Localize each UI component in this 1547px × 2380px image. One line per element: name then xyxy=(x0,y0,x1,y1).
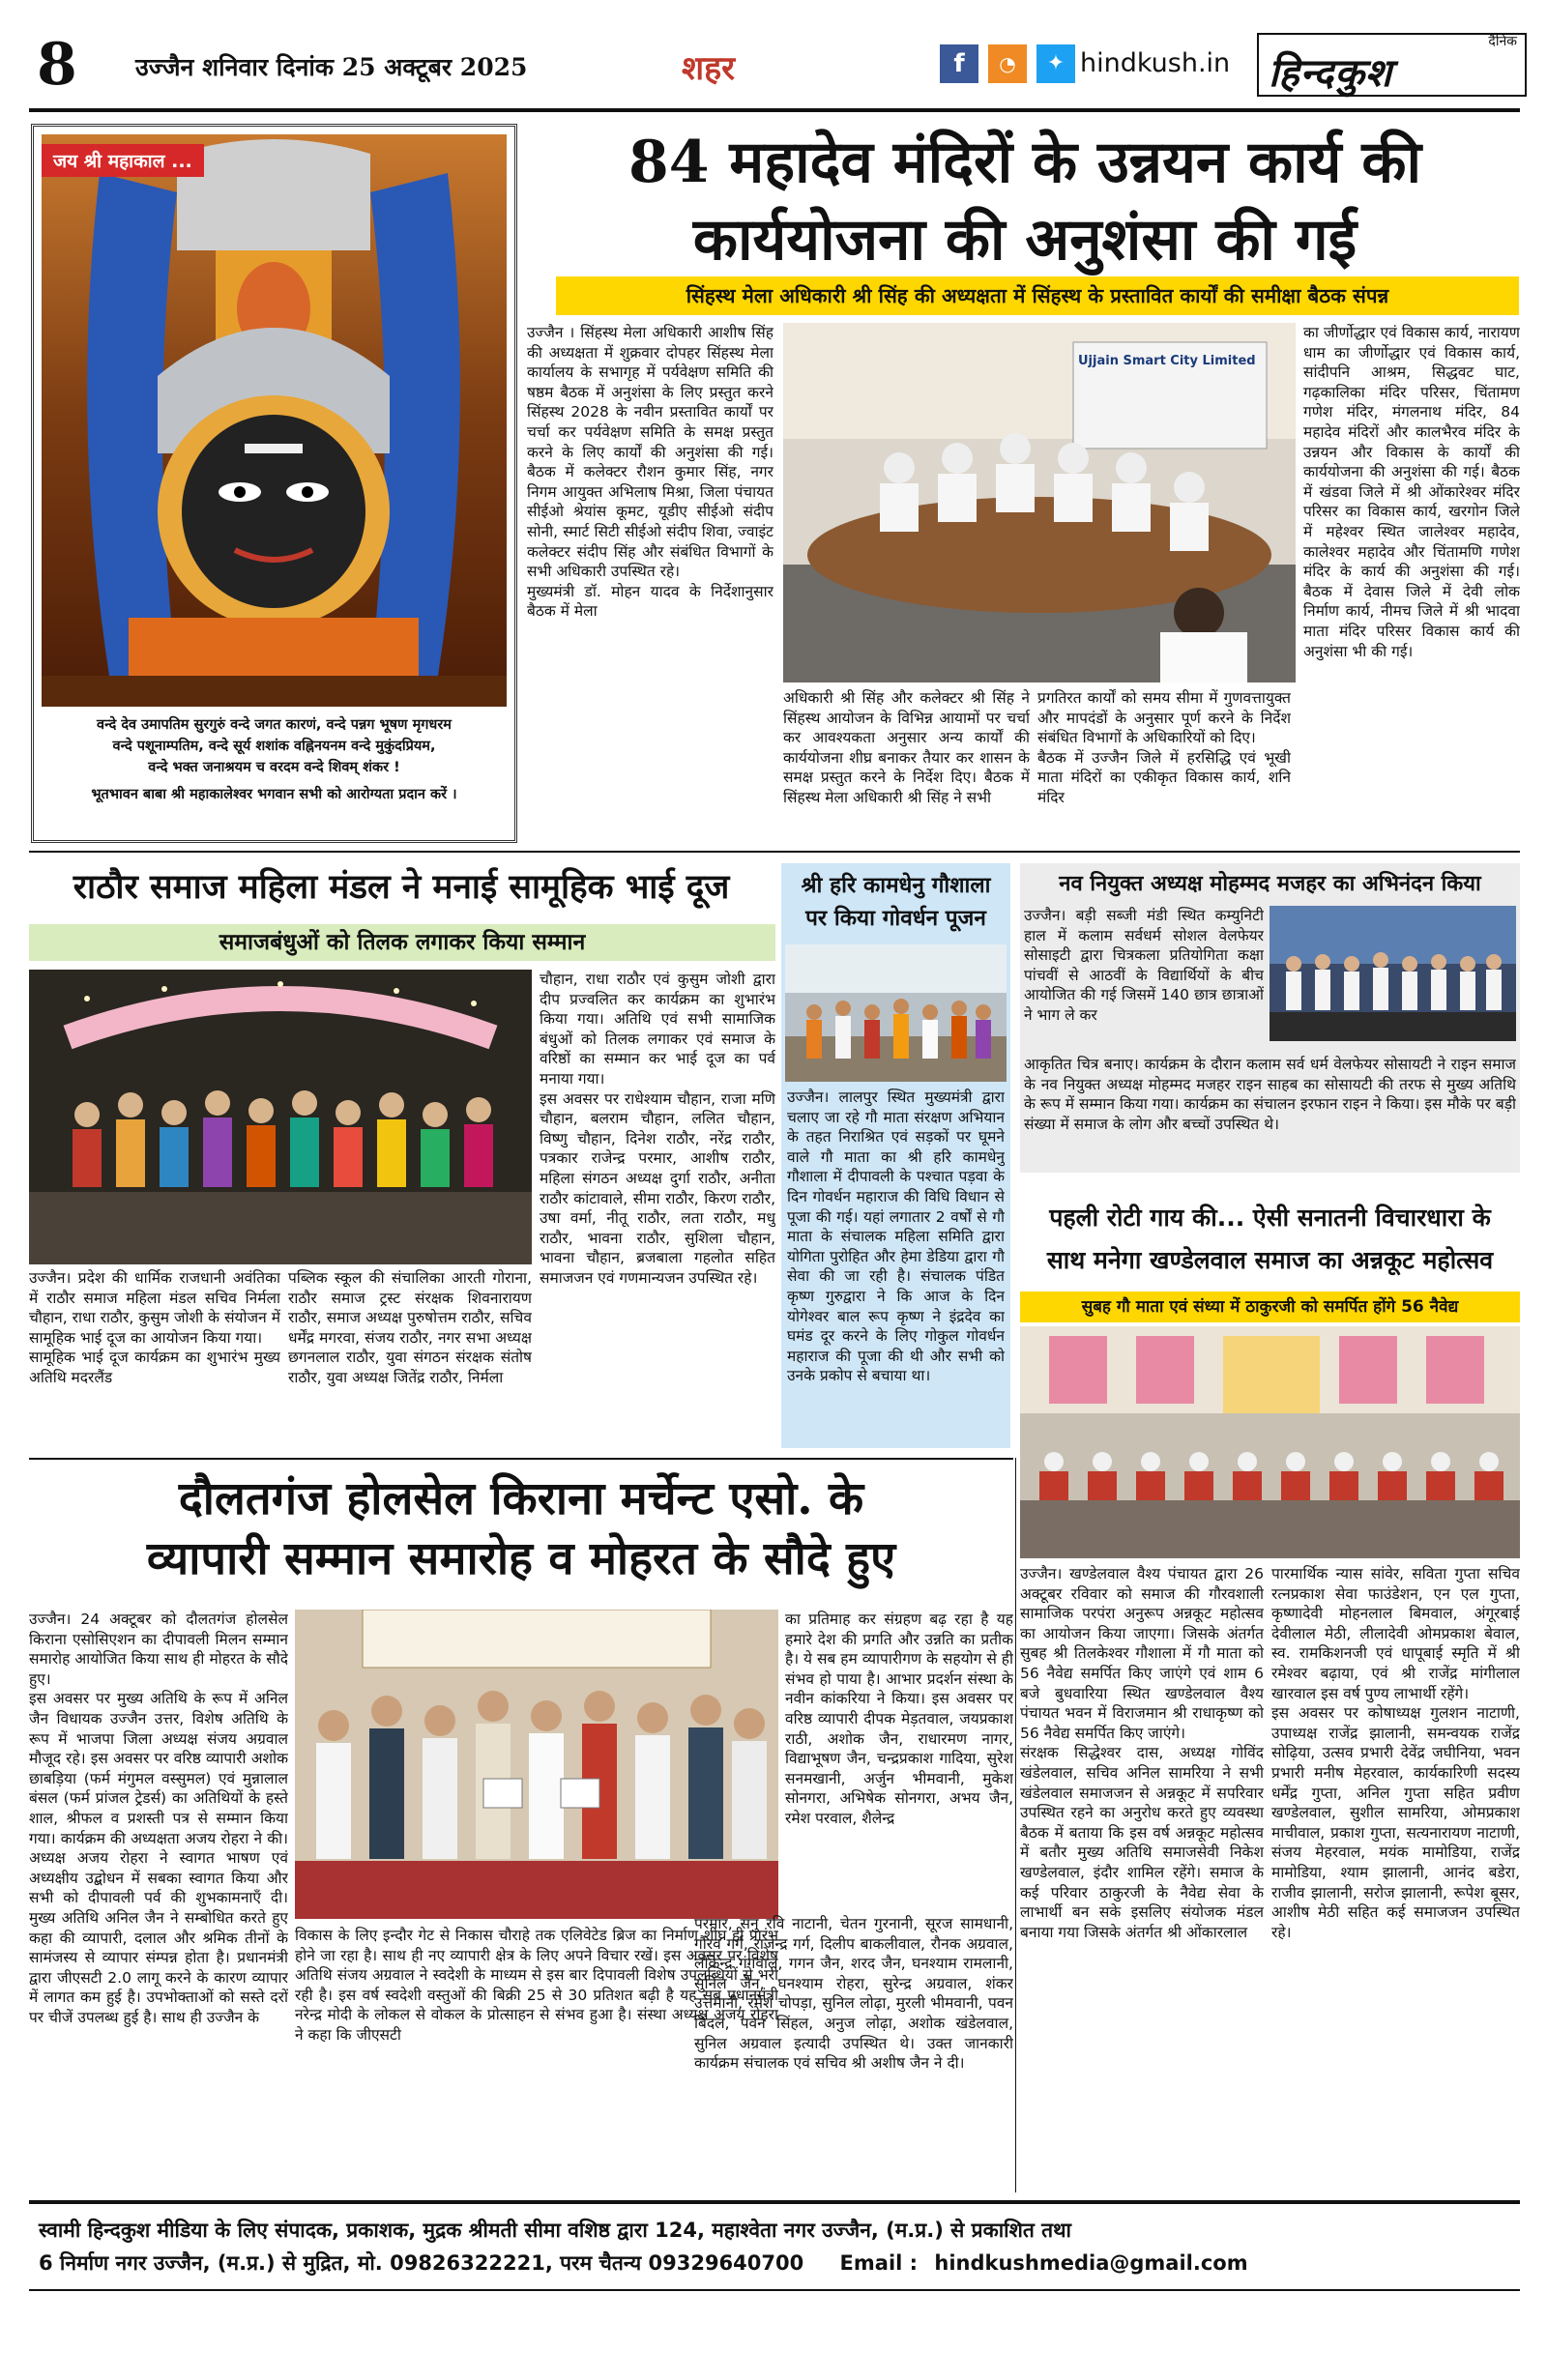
story2-headline: राठौर समाज महिला मंडल ने मनाई सामूहिक भाई दूज xyxy=(73,867,730,907)
divider xyxy=(29,1458,1013,1460)
smart-city-banner: Ujjain Smart City Limited xyxy=(1078,354,1256,368)
masthead-name: हिन्दकुश xyxy=(1269,50,1393,96)
story4-photo xyxy=(1270,906,1516,1041)
footer-rule xyxy=(29,2200,1520,2204)
story6-headline-line2: व्यापारी सम्मान समारोह व मोहरत के सौदे हुए xyxy=(146,1532,896,1585)
story1-headline-line2: कार्ययोजना की अनुशंसा की गई xyxy=(692,206,1357,274)
story2-subhead: समाजबंधुओं को तिलक लगाकर किया सम्मान xyxy=(29,924,775,961)
header-rule xyxy=(29,108,1520,112)
story4-col-top: उज्जैन। बड़ी सब्जी मंडी स्थित कम्युनिटी हाल में कलाम सर्वधर्म सोशल वेलफेयर सोसाइटी द्वारा चित्रकला प्रतियोगिता कक्षा पांचवीं से आठवीं के विद्यार्थियों के बीच आयोजित की गई जिसमें 140 छात्र छात्राओं ने भाग ले कर xyxy=(1024,907,1264,1024)
imprint-line1: स्वामी हिन्दकुश मीडिया के लिए संपादक, प्रकाशक, मुद्रक श्रीमती सीमा वशिष्ठ द्वारा 124, महाश्वेता नगर उज्जैन, (म.प्र.) से प्रकाशित तथा xyxy=(39,2219,1071,2242)
story3-headline-line1: श्री हरि कामधेनु गौशाला xyxy=(801,873,991,898)
story5-subhead: सुबह गौ माता एवं संध्या में ठाकुरजी को समर्पित होंगे 56 नैवेद्य xyxy=(1020,1292,1520,1322)
verse-line: वन्दे पशूनाम्पतिम, वन्दे सूर्य शशांक वह्निनयनम वन्दे मुकुंदप्रियम, xyxy=(112,739,436,754)
mahakal-verse xyxy=(42,714,507,805)
story5-headline xyxy=(1020,1197,1520,1282)
story5-photo xyxy=(1020,1326,1520,1558)
mahakal-label: जय श्री महाकाल ... xyxy=(42,144,204,177)
story6-col1: उज्जैन। 24 अक्टूबर को दौलतगंज होलसेल किराना एसोसिएशन का दीपावली मिलन सम्मान समारोह आयोजित किया साथ ही मोहरत के सौदे हुए। इस अवसर पर मुख्य अतिथि के रूप में अनिल जैन विधायक उज्जैन उत्तर, विशेष अतिथि के रूप में भाजपा जिला अध्यक्ष संजय अग्रवाल मौजूद रहे। इस अवसर पर वरिष्ठ व्यापारी अशोक छाबड़िया (फर्म मंगुमल वस्सुमल) एवं मुन्नालाल बंसल (फर्म प्रांजल ट्रेडर्स) का अतिथियों के हस्ते शाल, श्रीफल व प्रशस्ती पत्र से सम्मान किया गया। कार्यक्रम की अध्यक्षता अजय रोहरा ने की। अध्यक्ष अजय रोहरा ने स्वागत भाषण एवं अध्यक्षीय उद्बोधन में सबका स्वागत किया और सभी को दीपावली पर्व की शुभकामनाएँ दी। मुख्य अतिथि अनिल जैन ने सम्बोधित करते हुए कहा की व्यापारी, दलाल और श्रमिक तीनों के सामंजस्य से व्यापार संम्पन्न होता है। प्रधानमंत्री द्वारा जीएसटी 2.0 लागू करने के कारण व्यापार में लागत कम हुई है। उपभोक्ताओं को सस्ते दरों पर चीजें उपलब्ध हुई है। साथ ही उज्जैन के xyxy=(29,1611,288,2026)
page-number: 8 xyxy=(37,31,77,99)
story1-meeting-photo xyxy=(783,323,1296,682)
imprint-line2: 6 निर्माण नगर उज्जैन, (म.प्र.) से मुद्रित, मो. 09826322221, परम चैतन्य 09329640700 xyxy=(39,2251,804,2275)
email-label: Email : xyxy=(839,2251,919,2275)
story5-col2: पारमार्थिक न्यास सांवेर, सविता गुप्ता सचिव रत्नप्रकाश सेवा फाउंडेशन, एन एल गुप्ता, कृष्णादेवी मोहनलाल बिमवाल, अंगूरबाई देवीलाल मेठी, लीलादेवी ओमप्रकाश बेवाल, स्व. रामकिशनजी एवं धापूबाई स्मृति में श्री रमेश्वर बढ़ाया, एवं श्री राजेंद्र मांगीलाल खारवाल इस वर्ष पुण्य लाभार्थी रहेंगे। इस अवसर पर कोषाध्यक्ष गुलशन नाटाणी, उपाध्यक्ष राजेंद्र झालानी, समन्वयक राजेंद्र सोढ़िया, उत्सव प्रभारी देवेंद्र जघीनिया, भवन प्रभारी मनीष मेहरवाल, कार्यकारिणी सदस्य धर्मेंद्र गुप्ता, अनिल गुप्ता सहित प्रवीण खण्डेलवाल, सुशील सामरिया, ओमप्रकाश माचीवाल, प्रकाश गुप्ता, सत्यनारायण नाटाणी, संजय मेहरवाल, मयंक मामोडिया, राजेंद्र मामोडिया, श्याम झालानी, आनंद बडेरा, राजीव झालानी, सरोज झालानी, रूपेश बूसर, आशीष मेठी सहित कई समाजजन उपस्थित रहे। xyxy=(1271,1565,1520,1941)
story6-col2: विकास के लिए इन्दौर गेट से निकास चौराहे तक एलिवेटेड ब्रिज का निर्माण शीघ्र ही प्रारंभ होने जा रहा है। साथ ही नए व्यापारी क्षेत्र के लिए अपने विचार रखें। इस अवसर पर विशेष अतिथि संजय अग्रवाल ने स्वदेशी के माध्यम से इस बार दिपावली विशेष उपलब्धियों से भरी रही है। इस वर्ष स्वदेशी वस्तुओं की बिक्री 25 से 30 प्रतिशत बढ़ी है यह सब प्रधानमंत्री नरेन्द्र मोदी के लोकल से वोकल के प्रोत्साहन से संभव हुआ है। संस्था अध्यक्ष अजय रोहरा ने कहा कि जीएसटी xyxy=(295,1927,778,2044)
story2-col-a: उज्जैन। प्रदेश की धार्मिक राजधानी अवंतिका में राठौर समाज महिला मंडल सचिव निर्मला चौहान, राधा राठौर, कुसुम जोशी के संयोजन में सामूहिक भाई दूज का आयोजन किया गया। सामूहिक भाई दूज कार्यक्रम का शुभारंभ मुख्य अतिथि मदरलैंड xyxy=(29,1269,280,1386)
story1-col3: प्रगतिरत कार्यों को समय सीमा में गुणवत्तायुक्त और मापदंडों के अनुसार पूर्ण करने के निर्देश संबंधित विभागों के अधिकारियों को दिए। बैठक में उज्जैन जिले में हरसिद्धि एवं भूखी माता मंदिरों का एकीकृत विकास कार्य, शनि मंदिर xyxy=(1037,689,1291,806)
dateline: उज्जैन शनिवार दिनांक 25 अक्टूबर 2025 xyxy=(135,53,528,81)
footer-bottom-rule xyxy=(29,2289,1520,2291)
email-link[interactable]: hindkushmedia@gmail.com xyxy=(934,2251,1248,2275)
story2-col-c: चौहान, राधा राठौर एवं कुसुम जोशी द्वारा दीप प्रज्वलित कर कार्यक्रम का शुभारंभ किया गया। अतिथि एवं सभी सामाजिक बंधुओं को तिलक लगाकर एवं समाज के वरिष्ठों का सम्मान कर भाई दूज का पर्व मनाया गया। इस अवसर पर राधेश्याम चौहान, राजा मणि चौहान, बलराम चौहान, ललित चौहान, विष्णु चौहान, दिनेश राठौर, नरेंद्र राठौर, पत्रकार राजेन्द्र परमार, आशीष राठौर, महिला संगठन अध्यक्ष दुर्गा राठौर, अनीता राठौर कांटावाले, सीमा राठौर, किरण राठौर, उषा वर्मा, नीतू राठौर, लता राठौर, मधु राठौर, भावना राठौर, सुशिला चौहान, भावना चौहान, ब्रजबाला गहलोत सहित समाजजन एवं गणमान्यजन उपस्थित रहे। xyxy=(540,971,775,1287)
story6-headline-line1: दौलतगंज होलसेल किराना मर्चेन्ट एसो. के xyxy=(178,1472,864,1525)
facebook-icon[interactable]: f xyxy=(940,44,978,83)
masthead-daily: दैनिक xyxy=(1488,34,1517,49)
story4-headline: नव नियुक्त अध्यक्ष मोहम्मद मजहर का अभिनंदन किया xyxy=(1059,872,1481,896)
story3-body: उज्जैन। लालपुर स्थित मुख्यमंत्री द्वारा चलाए जा रहे गौ माता संरक्षण अभियान के तहत निराश्रित एवं सड़कों पर घूमने वाले गौ माता का श्री हरि कामधेनु गौशाला में दीपावली के पश्चात पड़वा के दिन गोवर्धन महाराज की विधि विधान से पूजा की गई। यहां लगातार 2 वर्षों से गौ माता के संचालक महिला समिति द्वारा योगिता पुरोहित और हेमा डेडिया द्वारा गौ सेवा की जा रही है। संचालक पंडित कृष्ण गुरुद्वारा ने कि आज के दिन योगेश्वर बाल रूप कृष्ण ने इंद्रदेव का घमंड दूर करने के लिए गोकुल गोवर्धन महाराज की पूजा की थी और सभी को उनके प्रकोप से बचाया था। xyxy=(787,1088,1005,1385)
story1-col4: का जीर्णोद्धार एवं विकास कार्य, नारायण धाम का जीर्णोद्धार एवं विकास कार्य, सांदीपनि आश्रम, सिद्धवट घाट, गढ़कालिका मंदिर परिसर, चिंतामण गणेश मंदिर, मंगलनाथ मंदिर, 84 महादेव मंदिरों और कालभैरव मंदिर के उन्नयन और विकास के कार्यों की कार्ययोजना की अनुशंसा की गई। बैठक में खंडवा जिले में श्री ओंकारेश्वर मंदिर परिसर का विकास कार्य, खरगोन जिले में महेश्वर स्थित जालेश्वर महादेव, कालेश्वर महादेव और चिंतामणि गणेश मंदिर के कार्य की अनुशंसा की गई। बैठक में देवास जिले में देवी लोक निर्माण कार्य, नीमच जिले में श्री भादवा माता मंदिर परिसर विकास कार्य की अनुशंसा भी की गई। xyxy=(1303,324,1520,660)
story1-col2: अधिकारी श्री सिंह और कलेक्टर श्री सिंह ने सिंहस्थ आयोजन के विभिन्न आयामों पर चर्चा कर आवश्यकता अनुसार अन्य कार्यों की कार्ययोजना शीघ्र बनाकर तैयार कर शासन के समक्ष प्रस्तुत करने के निर्देश दिए। बैठक में सिंहस्थ मेला अधिकारी श्री सिंह ने सभी xyxy=(783,689,1030,806)
imprint xyxy=(39,2214,1518,2279)
mahakal-box xyxy=(31,124,517,843)
website-link[interactable]: hindkush.in xyxy=(1080,48,1231,78)
story3-headline xyxy=(781,869,1010,935)
story6-col4: परमार, सनु रवि नाटानी, चेतन गुरनानी, सूरज सामधानी, गौरव गर्ग, राजेन्द्र गर्ग, दिलीप बाकलीवाल, रौनक अग्रवाल, लोकेन्द्र गंगवाल, गगन जैन, शरद जैन, घनश्याम रामलानी, सुनिल जैन, घनश्याम रोहरा, सुरेन्द्र अग्रवाल, शंकर उत्तमानी, रमेश चोपड़ा, सुनिल लोढ़ा, मुरली भीमवानी, पवन बिंदल, पवन सिंहल, अनुज लोढ़ा, अशोक खंडेलवाल, सुनिल अग्रवाल इत्यादी उपस्थित थे। उक्त जानकारी कार्यक्रम संचालक एवं सचिव श्री अशीष जैन ने दी। xyxy=(694,1915,1013,2073)
story4-box xyxy=(1020,863,1520,1173)
story5-col1: उज्जैन। खण्डेलवाल वैश्य पंचायत द्वारा 26 अक्टूबर रविवार को समाज की गौरवशाली सामाजिक परपंरा अनुरूप अन्नकूट महोत्सव का आयोजन किया जाएगा। जिसके अंतर्गत सुबह श्री तिलकेश्वर गौशाला में गौ माता को 56 नैवेद्य समर्पित किए जाएंगे एवं शाम 6 बजे बुधवारिया स्थित खण्डेलवाल वैश्य पंचायत भवन में विराजमान श्री राधाकृष्ण को 56 नैवेद्य समर्पित किए जाएंगे। संरक्षक सिद्धेश्वर दास, अध्यक्ष गोविंद खंडेलवाल, सचिव अनिल सामरिया ने सभी खंडेलवाल समाजजन से अन्नकूट में सपरिवार उपस्थित रहने का अनुरोध करते हुए व्यवस्था बैठक में बताया कि इस वर्ष अन्नकूट महोत्सव में बतौर मुख्य अतिथि समाजसेवी निकेश खण्डेलवाल, इंदौर शामिल रहेंगे। समाज के कई परिवार ठाकुरजी के नैवेद्य सेवा के लाभार्थी बन सके इसलिए संयोजक मंडल बनाया गया जिसके अंतर्गत श्री ओंकारलाल xyxy=(1020,1565,1264,1941)
masthead-logo xyxy=(1257,33,1527,97)
story1-col1: उज्जैन । सिंहस्थ मेला अधिकारी आशीष सिंह की अध्यक्षता में शुक्रवार दोपहर सिंहस्थ मेला कार्यालय के सभागृह में पर्यवेक्षण समिति की षष्ठम बैठक में अनुशंसा के लिए प्रस्तुत करने सिंहस्थ 2028 के नवीन प्रस्तावित कार्यों पर चर्चा कर पर्यवेक्षण समिति के समक्ष प्रस्तुत करने के लिए कार्यों की अनुशंसा की गई। बैठक में कलेक्टर रौशन कुमार सिंह, नगर निगम आयुक्त अभिलाष मिश्रा, जिला पंचायत सीईओ श्रेयांस कूमट, यूडीए सीईओ संदीप सोनी, स्मार्ट सिटी सीईओ संदीप शिवा, ज्वाइंट कलेक्टर संदीप सिंह और संबंधित विभागों के सभी अधिकारी उपस्थित रहे। मुख्यमंत्री डॉ. मोहन यादव के निर्देशानुसार बैठक में मेला xyxy=(527,324,774,621)
story6-headline xyxy=(29,1469,1013,1589)
verse-line: वन्दे देव उमापतिम सुरगुरुं वन्दे जगत कारणं, वन्दे पन्नग भूषण मृगधरम xyxy=(97,717,452,733)
story2-photo xyxy=(29,970,532,1264)
rss-icon[interactable]: ◔ xyxy=(988,44,1027,83)
verse-blessing: भूतभावन बाबा श्री महाकालेश्वर भगवान सभी को आरोग्यता प्रदान करें । xyxy=(91,787,457,802)
story2-col-b: पब्लिक स्कूल की संचालिका आरती गोराना, राठौर समाज ट्रस्ट संरक्षक शिवनारायण राठौर, समाज अध्यक्ष पुरुषोत्तम राठौर, सचिव धर्मेंद्र मगरवा, संजय राठौर, नगर सभा अध्यक्ष छगनलाल राठौर, युवा संगठन संरक्षक संतोष राठौर, युवा अध्यक्ष जितेंद्र राठौर, निर्मला xyxy=(288,1269,532,1386)
section-title: शहर xyxy=(682,49,736,88)
column-rule xyxy=(1015,1458,1016,2192)
story6-photo xyxy=(295,1610,778,1919)
story6-col3: का प्रतिमाह कर संग्रहण बढ़ रहा है यह हमारे देश की प्रगति और उन्नति का प्रतीक है। ये सब हम व्यापारीगण के सहयोग से ही संभव हो पाया है। आभार प्रदर्शन संस्था के नवीन कांकरिया ने किया। इस अवसर पर वरिष्ठ व्यापारी दीपक मेड़तवाल, जयप्रकाश राठी, अशोक जैन, राधारमण नागर, विद्याभूषण जैन, चन्द्रप्रकाश गादिया, सुरेश सनमखानी, अर्जुन भीमवानी, मुकेश सोनगरा, अभिषेक सोनगरा, अभय जैन, रमेश परवाल, शैलेन्द्र xyxy=(785,1611,1013,1827)
divider xyxy=(29,851,1520,853)
story3-box xyxy=(781,863,1010,1448)
mahakal-photo xyxy=(42,134,507,707)
story4-col-bottom: आकृतित चित्र बनाए। कार्यक्रम के दौरान कलाम सर्व धर्म वेलफेयर सोसायटी ने राइन समाज के नव नियुक्त अध्यक्ष मोहम्मद मजहर राइन साहब का सोसायटी की तरफ से मुख्य अतिथि के रूप में सम्मान किया गया। कार्यक्रम का संचालन इरफान राइन ने किया। इस मौके पर बड़ी संख्या में समाज के लोग और बच्चों उपस्थित थे। xyxy=(1024,1056,1516,1133)
verse-line: वन्दे भक्त जनाश्रयम च वरदम वन्दे शिवम् शंकर ! xyxy=(148,760,400,775)
story1-headline-line1: 84 महादेव मंदिरों के उन्नयन कार्य की xyxy=(628,129,1421,196)
twitter-icon[interactable]: ✦ xyxy=(1036,44,1075,83)
story1-headline xyxy=(527,124,1523,278)
story1-subhead: सिंहस्थ मेला अधिकारी श्री सिंह की अध्यक्षता में सिंहस्थ के प्रस्तावित कार्यों की समीक्षा बैठक संपन्न xyxy=(556,276,1519,315)
story3-headline-line2: पर किया गोवर्धन पूजन xyxy=(805,906,986,931)
story5-headline-line2: साथ मनेगा खण्डेलवाल समाज का अन्नकूट महोत्सव xyxy=(1046,1246,1494,1274)
story5-headline-line1: पहली रोटी गाय की... ऐसी सनातनी विचारधारा के xyxy=(1049,1204,1491,1232)
story3-photo xyxy=(785,944,1007,1082)
